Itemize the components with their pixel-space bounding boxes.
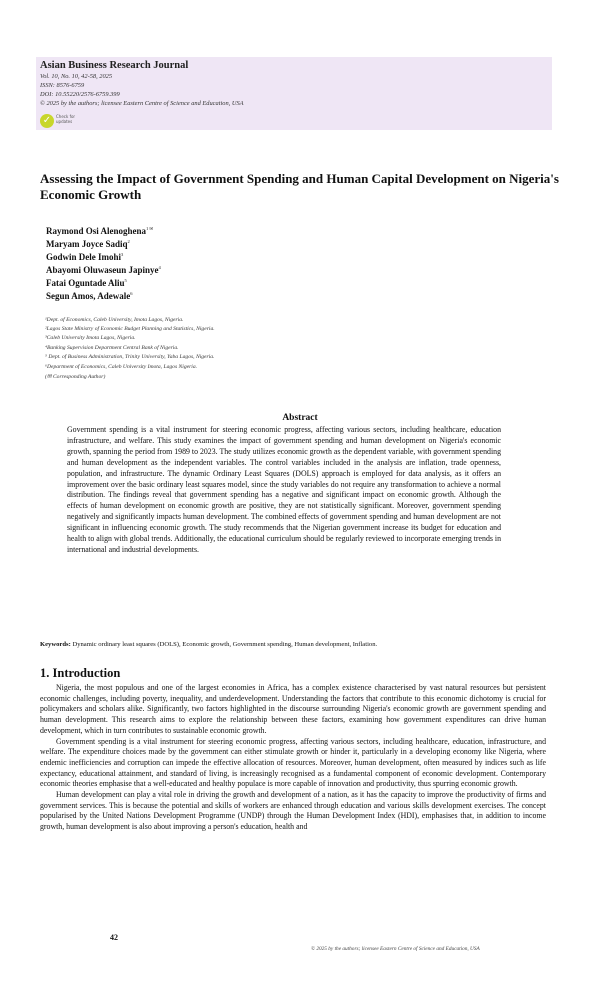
paragraph: Government spending is a vital instrument for steering economic progress, affecting various sectors, including healthcare, education, infrastructure, and welfare. The expenditure choices made by the government can either stimulate growth or hinder it, particularly in a developing economy like Nigeria, where endemic inefficiencies and corruption can impede the effective allocation of resources. Moreover, human development, often measured by indices such as life expectancy, educational attainment, and standard of living, is increasingly recognised as a fundamental component of economic development. Contemporary economic theories emphasise that a well-educated and healthy populace is more capable of innovation and productivity, thus spurring economic growth.	[40, 736, 546, 789]
paragraph: Human development can play a vital role in driving the growth and development of a nation, as it has the capacity to improve the productivity of firms and government services. This is because the potential and skills of workers are enhanced through education and various skills development exercises. The concept popularised by the United Nations Development Programme (UNDP) through the Human Development Index (HDI), emphasises that, in addition to income growth, human development is also about improving a person's education, health and	[40, 790, 546, 832]
affiliation: ³Caleb University Imota Lagos, Nigeria.	[45, 335, 136, 341]
author	[46, 226, 153, 236]
author-affiliation-mark: 3	[121, 252, 124, 257]
check-for-updates-label: Check for updates	[56, 114, 76, 124]
introduction-body	[40, 683, 546, 833]
author	[46, 239, 130, 249]
journal-name: Asian Business Research Journal	[40, 60, 189, 71]
abstract-heading: Abstract	[282, 413, 318, 423]
copyright-line: © 2025 by the authors; licensee Eastern Centre of Science and Education, USA	[40, 100, 244, 107]
author-affiliation-mark: 6	[130, 291, 133, 296]
author-name: Segun Amos, Adewale	[46, 291, 131, 301]
doi-link[interactable]: DOI: 10.55220/2576-6759.399	[40, 91, 120, 98]
footer-copyright: © 2025 by the authors; licensee Eastern Centre of Science and Education, USA	[311, 946, 480, 952]
checkmark-icon: ✓	[40, 114, 54, 128]
author	[46, 291, 133, 301]
keywords	[40, 641, 560, 648]
paragraph: Nigeria, the most populous and one of the largest economies in Africa, has a complex existence characterised by vast natural resources but persistent economic challenges, including poverty, inequality, and underdevelopment. Understanding the factors that contribute to this economic dichotomy is crucial for policymakers and scholars alike. Significantly, two factors highlighted in the discourse surrounding Nigeria's economic growth are government spending and human development. This research aims to explore the relationship between these factors, examining how government expenditures can drive human development, which in turn contributes to sustainable economic growth.	[40, 683, 546, 735]
author-name: Raymond Osi Alenoghena	[46, 226, 147, 236]
author-affiliation-mark: 1 ✉	[146, 226, 154, 231]
volume-line: Vol. 10, No. 10, 42-58, 2025	[40, 73, 113, 80]
author-affiliation-mark: 5	[124, 278, 127, 283]
author	[46, 265, 161, 275]
affiliation: ¹Dept. of Economics, Caleb University, Imota Lagos, Nigeria.	[45, 317, 184, 323]
affiliation: ²Lagos State Ministry of Economic Budget Planning and Statistics, Nigeria.	[45, 326, 215, 332]
author-name: Godwin Dele Imohi	[46, 252, 122, 262]
affiliation: ⁵ Dept. of Business Administration, Trinity University, Yaba Lagos, Nigeria.	[45, 354, 215, 360]
corresponding-author-note: (✉ Corresponding Author)	[45, 374, 106, 380]
issn-line: ISSN: 8576-6759	[40, 82, 85, 89]
author-name: Maryam Joyce Sadiq	[46, 239, 128, 249]
author-affiliation-mark: 4	[158, 265, 161, 270]
keywords-text: Dynamic ordinary least squares (DOLS), Economic growth, Government spending, Human development, Inflation.	[72, 641, 378, 648]
page-number: 42	[110, 933, 118, 942]
section-heading-introduction: 1. Introduction	[40, 666, 121, 680]
paper-title: Assessing the Impact of Government Spending and Human Capital Development on Nigeria's Economic Growth	[40, 171, 559, 202]
author-affiliation-mark: 2	[127, 239, 130, 244]
author	[46, 252, 123, 262]
affiliation: ⁶Department of Economics, Caleb University Imota, Lagos Nigeria.	[45, 364, 198, 370]
abstract-text: Government spending is a vital instrument for steering economic progress, affecting various sectors, including healthcare, education infrastructure, and welfare. This study examines the impact of government spending and human development on Nigeria's economic growth, spanning the period from 1989 to 2023. The study utilizes economic growth as the dependent variable, with government spending and human development as the independent variables. The control variables included in the analysis are inflation, trade openness, population, and infrastructure. The dynamic Ordinary Least Squares (DOLS) approach is employed for data analysis, as it offers an improvement over the basic ordinary least squares model, since the study variables do not require any transformation to achieve a normal distribution. The findings reveal that government spending has a negative and significant impact on economic growth. Although the effects of human development on economic growth are positive, they are not statistically significant. Moreover, government spending negatively and significantly impacts human development. The combined effects of government spending and human development are not significant in influencing economic growth. The study recommends that the Nigerian government increase its budget for education and health to align with global trends. Additionally, the educational curriculum should be regularly reviewed to incorporate emerging trends in international and industrial developments.	[67, 425, 501, 554]
author	[46, 278, 127, 288]
check-for-updates-badge[interactable]	[40, 114, 80, 128]
author-name: Abayomi Oluwaseun Japinye	[46, 265, 159, 275]
affiliation: ⁴Banking Supervision Department Central Bank of Nigeria.	[45, 345, 179, 351]
author-name: Fatai Oguntade Aliu	[46, 278, 125, 288]
keywords-label: Keywords:	[40, 641, 71, 648]
